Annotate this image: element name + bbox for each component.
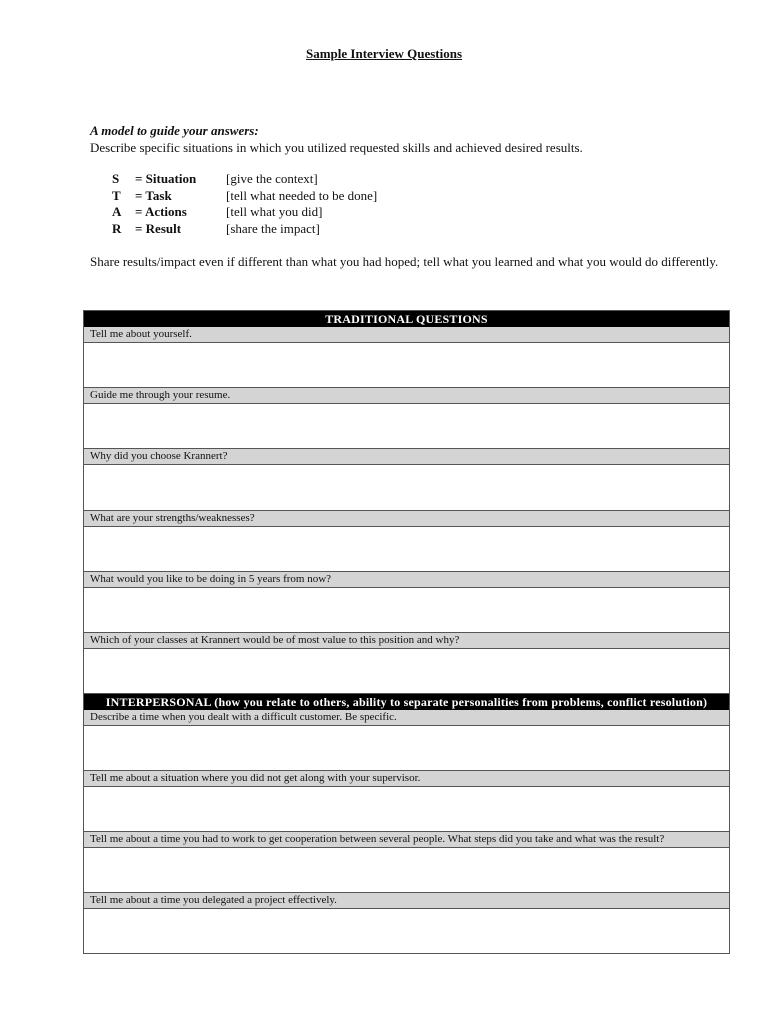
question-label: Tell me about a time you delegated a project effectively. (84, 893, 729, 909)
answer-field[interactable] (84, 404, 729, 449)
question-label: Why did you choose Krannert? (84, 449, 729, 465)
star-word: = Actions (135, 204, 187, 219)
star-note: [tell what you did] (226, 204, 323, 219)
answer-field[interactable] (84, 588, 729, 633)
question-label: Tell me about a time you had to work to get cooperation between several people. What steps did you take and what was the result? (84, 832, 729, 848)
star-letter: R (112, 220, 122, 236)
star-word: = Task (135, 187, 172, 203)
share-results-note: Share results/impact even if different than what you had hoped; tell what you learned and what you would do differently. (90, 254, 719, 269)
star-note: [give the context] (226, 171, 318, 186)
question-label: Tell me about yourself. (84, 327, 729, 343)
section-header-traditional: TRADITIONAL QUESTIONS (84, 311, 729, 327)
question-label: What are your strengths/weaknesses? (84, 511, 729, 527)
star-word: = Result (135, 220, 182, 236)
answer-field[interactable] (84, 649, 729, 694)
answer-field[interactable] (84, 726, 729, 771)
star-row-result (112, 221, 377, 238)
model-heading: A model to guide your answers: (90, 123, 259, 138)
star-letter: T (112, 187, 121, 203)
section-header-interpersonal: INTERPERSONAL (how you relate to others, ability to separate personalities from problems, conflict resolution) (84, 694, 729, 710)
answer-field[interactable] (84, 787, 729, 832)
model-description: Describe specific situations in which you utilized requested skills and achieved desired results. (90, 140, 583, 155)
question-label: Describe a time when you dealt with a difficult customer. Be specific. (84, 710, 729, 726)
answer-field[interactable] (84, 909, 729, 954)
star-row-situation (112, 171, 377, 188)
answer-field[interactable] (84, 465, 729, 511)
star-model-list (112, 171, 377, 237)
question-label: Guide me through your resume. (84, 388, 729, 404)
questions-table (83, 310, 730, 954)
star-row-task (112, 188, 377, 205)
question-label: Which of your classes at Krannert would be of most value to this position and why? (84, 633, 729, 649)
star-letter: A (112, 204, 122, 219)
question-label: What would you like to be doing in 5 years from now? (84, 572, 729, 588)
star-note: [share the impact] (226, 220, 320, 236)
question-label: Tell me about a situation where you did not get along with your supervisor. (84, 771, 729, 787)
answer-field[interactable] (84, 343, 729, 388)
answer-field[interactable] (84, 848, 729, 893)
page-title: Sample Interview Questions (306, 46, 462, 61)
star-note: [tell what needed to be done] (226, 187, 378, 203)
star-word: = Situation (135, 171, 197, 186)
answer-field[interactable] (84, 527, 729, 572)
star-letter: S (112, 171, 120, 186)
star-row-actions (112, 204, 377, 221)
